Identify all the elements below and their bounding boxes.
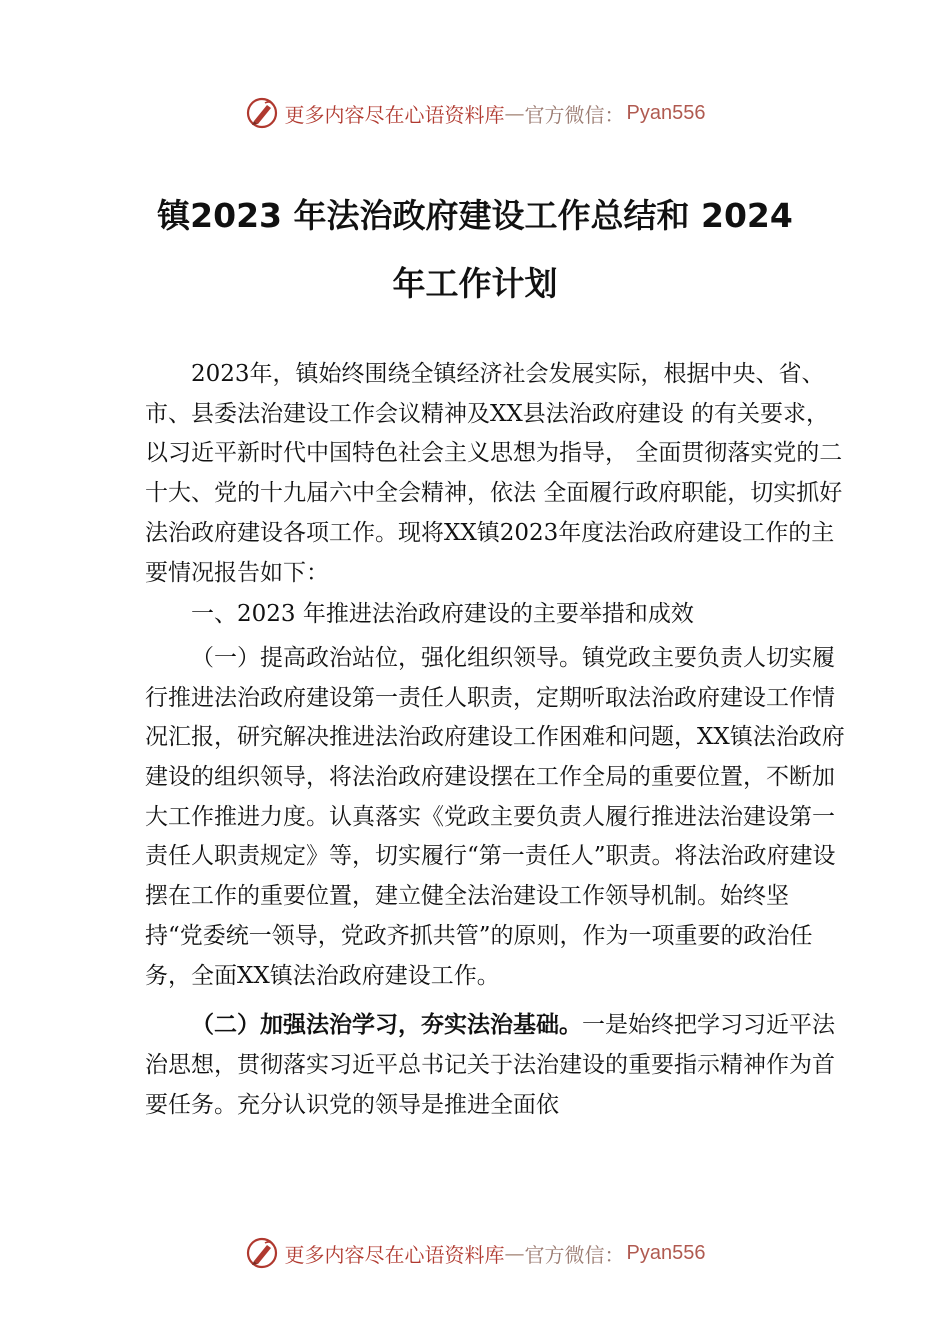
watermark-wechat-id: Pyan556: [626, 1241, 706, 1264]
section-heading-1: 一、2023 年推进法治政府建设的主要举措和成效: [191, 601, 694, 628]
intro-paragraph: 2023年，镇始终围绕全镇经济社会发展实际，根据中央、省、市、县委法治建设工作会议精神及XX县法治政府建设 的有关要求，以习近平新时代中国特色社会主义思想为指导， 全面贯彻落实党的二十大、党的十九届六中全会精神，依法 全面履行政府职能，切实抓好法治政府建设各项工作。现将XX镇2023年度法治政府建设工作的主要情况报告如下：: [145, 361, 843, 586]
pen-logo-icon: [245, 1236, 279, 1270]
section-2-body: 一是始终把学习习近平法治思想，贯彻落实习近平总书记关于法治建设的重要指示精神作为首要任务。充分认识党的领导是推进全面依: [145, 1012, 835, 1118]
watermark-text: 更多内容尽在心语资料库: [284, 102, 505, 127]
section-2-lead: （二）加强法治学习，夯实法治基础。: [191, 1012, 582, 1039]
document-title-line-1: 镇2023 年法治政府建设工作总结和 2024: [157, 196, 793, 235]
watermark-banner-top: [0, 93, 950, 133]
section-1-paragraph: （一）提高政治站位，强化组织领导。镇党政主要负责人切实履行推进法治政府建设第一责任人职责，定期听取法治政府建设工作情况汇报，研究解决推进法治政府建设工作困难和问题，XX镇法治政府建设的组织领导，将法治政府建设摆在工作全局的重要位置，不断加大工作推进力度。认真落实《党政主要负责人履行推进法治建设第一责任人职责规定》等，切实履行“第一责任人”职责。将法治政府建设摆在工作的重要位置，建立健全法治建设工作领导机制。始终坚持“党委统一领导，党政齐抓共管”的原则，作为一项重要的政治任务，全面XX镇法治政府建设工作。: [145, 644, 845, 989]
section-2-paragraph: [145, 1006, 845, 1125]
watermark-banner-bottom: [0, 1233, 950, 1273]
document-title-line-2: 年工作计划: [392, 264, 558, 303]
watermark-wechat-label: 官方微信：: [524, 1242, 625, 1267]
watermark-dash: —: [504, 1241, 525, 1265]
watermark-dash: —: [504, 101, 525, 125]
watermark-text: 更多内容尽在心语资料库: [284, 1242, 505, 1267]
document-body: [145, 355, 845, 1125]
watermark-wechat-label: 官方微信：: [524, 102, 625, 127]
pen-logo-icon: [245, 96, 279, 130]
watermark-wechat-id: Pyan556: [626, 101, 706, 124]
